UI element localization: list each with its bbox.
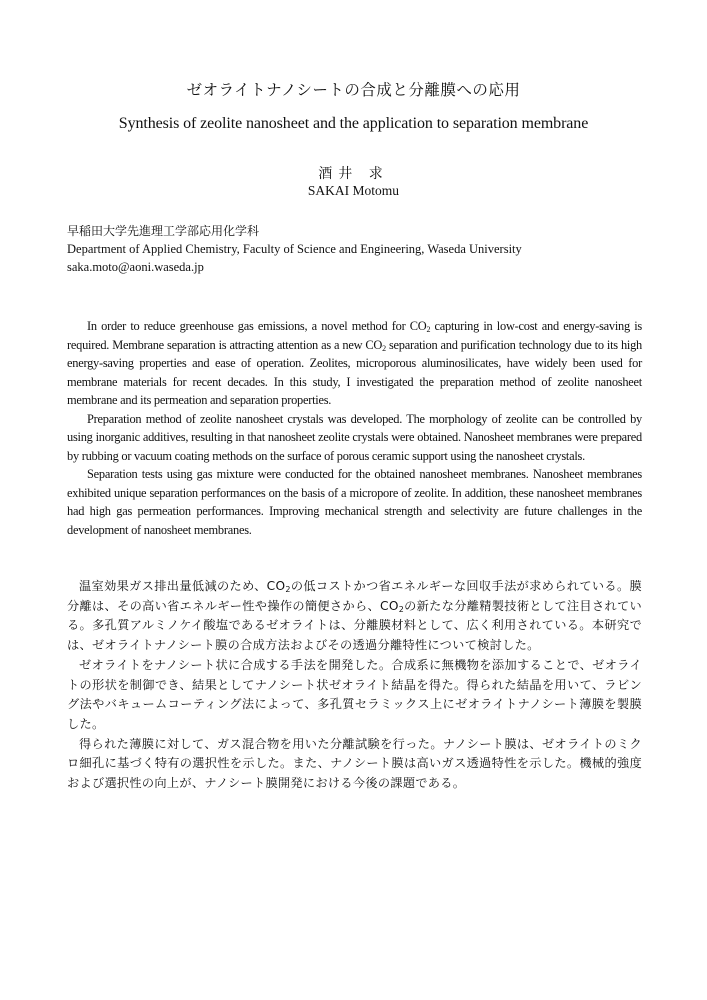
title-japanese: ゼオライトナノシートの合成と分離膜への応用 (186, 81, 521, 99)
title-english: Synthesis of zeolite nanosheet and the application to separation membrane (118, 115, 589, 132)
abstract-ja-p1-text-a: 温室効果ガス排出量低減のため、CO (79, 579, 286, 593)
author-email: saka.moto@aoni.waseda.jp (67, 260, 204, 274)
abstract-japanese (67, 577, 642, 794)
affiliation-japanese: 早稲田大学先進理工学部応用化学科 (67, 224, 260, 238)
abstract-english (67, 317, 642, 539)
abstract-ja-paragraph-2: ゼオライトをナノシート状に合成する手法を開発した。合成系に無機物を添加することで、ゼオライトの形状を制御でき、結果としてナノシート状ゼオライト結晶を得た。得られた結晶を用いて、ラビング法やバキュームコーティング法によって、多孔質セラミックス上にゼオライトナノシート薄膜を製膜した。 (67, 657, 642, 731)
abstract-ja-paragraph-3: 得られた薄膜に対して、ガス混合物を用いた分離試験を行った。ナノシート膜は、ゼオライトのミクロ細孔に基づく特有の選択性を示した。また、ナノシート膜は高いガス透過特性を示した。機械的強度および選択性の向上が、ナノシート膜開発における今後の課題である。 (67, 736, 642, 791)
subscript-2: 2 (285, 585, 291, 594)
abstract-en-p1-text-a: In order to reduce greenhouse gas emissions, a novel method for CO (87, 319, 427, 333)
author-english: SAKAI Motomu (307, 183, 400, 198)
abstract-en-paragraph-1 (67, 317, 642, 410)
abstract-en-paragraph-2: Preparation method of zeolite nanosheet crystals was developed. The morphology of zeolite can be controlled by using inorganic additives, resulting in that nanosheet zeolite crystals were obtained. Nanosheet membranes were prepared by rubbing or vacuum coating methods on the surface of porous ceramic support using the nanosheet crystals. (67, 411, 642, 463)
subscript-2: 2 (382, 343, 386, 353)
abstract-ja-p1-text-b: の低コストかつ省エネルギーな回収手法が求められている。膜分離は、その高い省エネルギー性や操作の簡便さから、CO (67, 579, 642, 613)
affiliation-english: Department of Applied Chemistry, Faculty of Science and Engineering, Waseda University (67, 242, 522, 256)
affiliation-block (67, 222, 647, 276)
abstract-ja-paragraph-1 (67, 577, 642, 656)
abstract-en-paragraph-3: Separation tests using gas mixture were conducted for the obtained nanosheet membranes. Nanosheet membranes exhibited unique separation performances on the basis of a micropore of zeolite. In addition, these nanosheet membranes had high gas permeation performances. Improving mechanical strength and selectivity are future challenges in the development of nanosheet membranes. (67, 467, 642, 537)
abstract-ja-p1-text-c: の新たな分離精製技術として注目されている。多孔質アルミノケイ酸塩であるゼオライトは、分離膜材料として、広く利用されている。本研究では、ゼオライトナノシート膜の合成方法およびその透過分離特性について検討した。 (67, 598, 642, 653)
abstract-en-p1-text-b: capturing in low-cost and energy-saving is required. Membrane separation is attracting attention as a new CO (67, 319, 642, 352)
abstract-en-p1-text-c: separation and purification technology due to its high energy-saving properties and ease of operation. Zeolites, microporous aluminosilicates, have widely been used for membrane materials for recent decades. In this study, I investigated the preparation method of zeolite nanosheet membrane and its permeation and separation properties. (67, 337, 642, 407)
author-japanese: 酒井 求 (318, 166, 389, 182)
subscript-2: 2 (426, 325, 431, 334)
subscript-2: 2 (398, 604, 405, 614)
